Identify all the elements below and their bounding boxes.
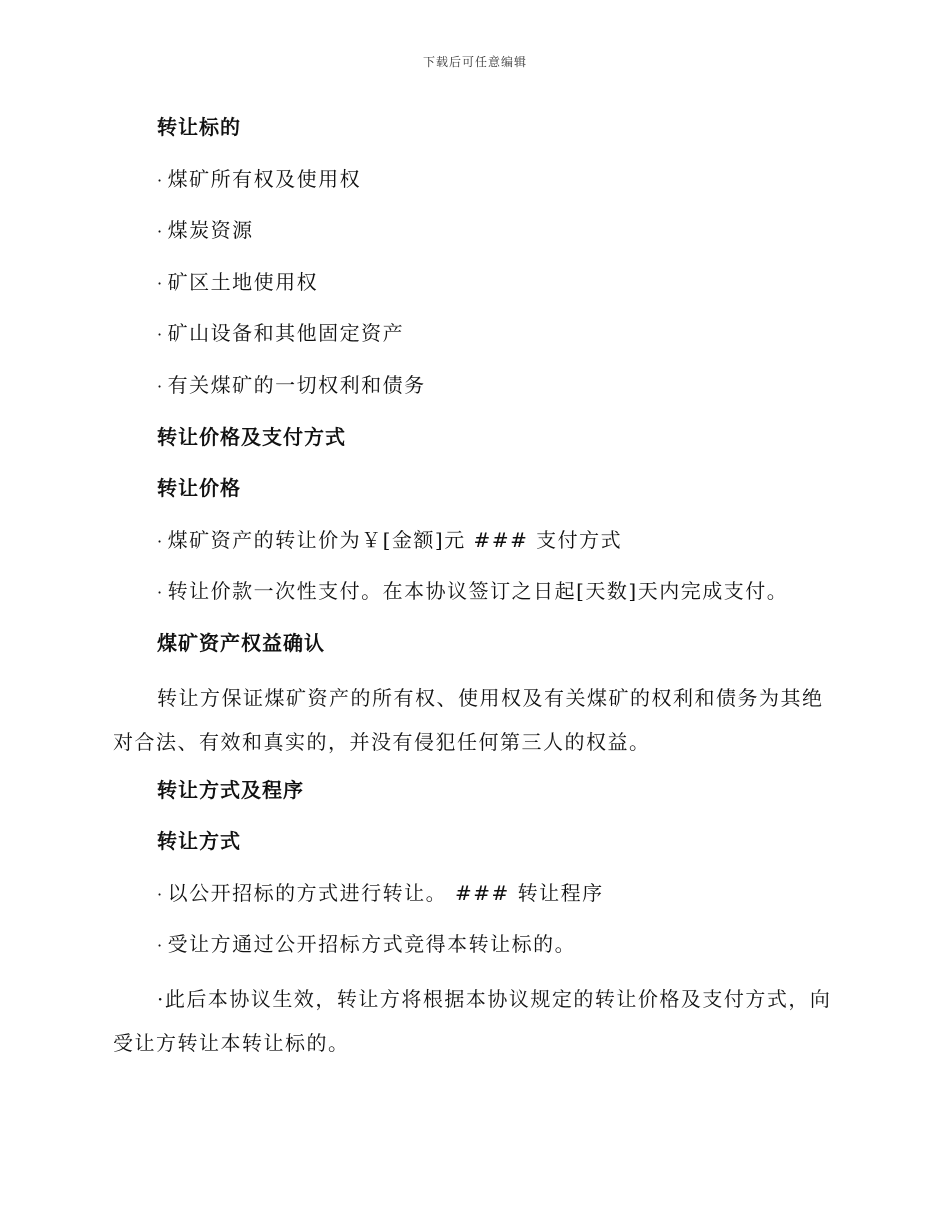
page-header: 下载后可任意编辑	[422, 55, 527, 69]
section-heading-procedure: 转让方式及程序	[157, 777, 304, 802]
list-item: · 矿区土地使用权	[157, 269, 319, 294]
list-item: · 转让价款一次性支付。在本协议签订之日起[天数]天内完成支付。	[157, 579, 789, 604]
bullet-icon: ·	[157, 222, 164, 242]
bullet-icon: ·	[157, 531, 164, 551]
bullet-icon: ·	[157, 583, 164, 603]
list-item-wrapped: ·此后本协议生效，转让方将根据本协议规定的转让价格及支付方式，向受让方转让本转让标的。	[113, 986, 832, 1055]
bullet-icon: ·	[157, 986, 165, 1011]
list-item: · 煤矿所有权及使用权	[157, 166, 362, 191]
list-item: · 有关煤矿的一切权利和债务	[157, 372, 426, 397]
list-item: · 受让方通过公开招标方式竞得本转让标的。	[157, 932, 577, 957]
list-item: · 煤矿资产的转让价为￥[金额]元 ### 支付方式	[157, 527, 623, 552]
section-heading-transfer-subject: 转让标的	[157, 115, 241, 139]
section-heading-rights: 煤矿资产权益确认	[157, 630, 325, 655]
document-body	[113, 108, 833, 1072]
bullet-icon: ·	[157, 376, 164, 396]
list-item: · 矿山设备和其他固定资产	[157, 321, 405, 346]
subsection-heading-method: 转让方式	[157, 829, 241, 854]
section-heading-price-payment: 转让价格及支付方式	[157, 424, 346, 449]
bullet-icon: ·	[157, 936, 164, 956]
bullet-icon: ·	[157, 884, 164, 904]
bullet-icon: ·	[157, 273, 164, 293]
bullet-icon: ·	[157, 325, 164, 345]
list-item: · 以公开招标的方式进行转让。 ### 转让程序	[157, 880, 604, 905]
paragraph-rights: 转让方保证煤矿资产的所有权、使用权及有关煤矿的权利和债务为其绝对合法、有效和真实的，并没有侵犯任何第三人的权益。	[113, 685, 824, 754]
list-item: · 煤炭资源	[157, 218, 254, 243]
bullet-icon: ·	[157, 170, 164, 190]
subsection-heading-price: 转让价格	[157, 476, 241, 501]
